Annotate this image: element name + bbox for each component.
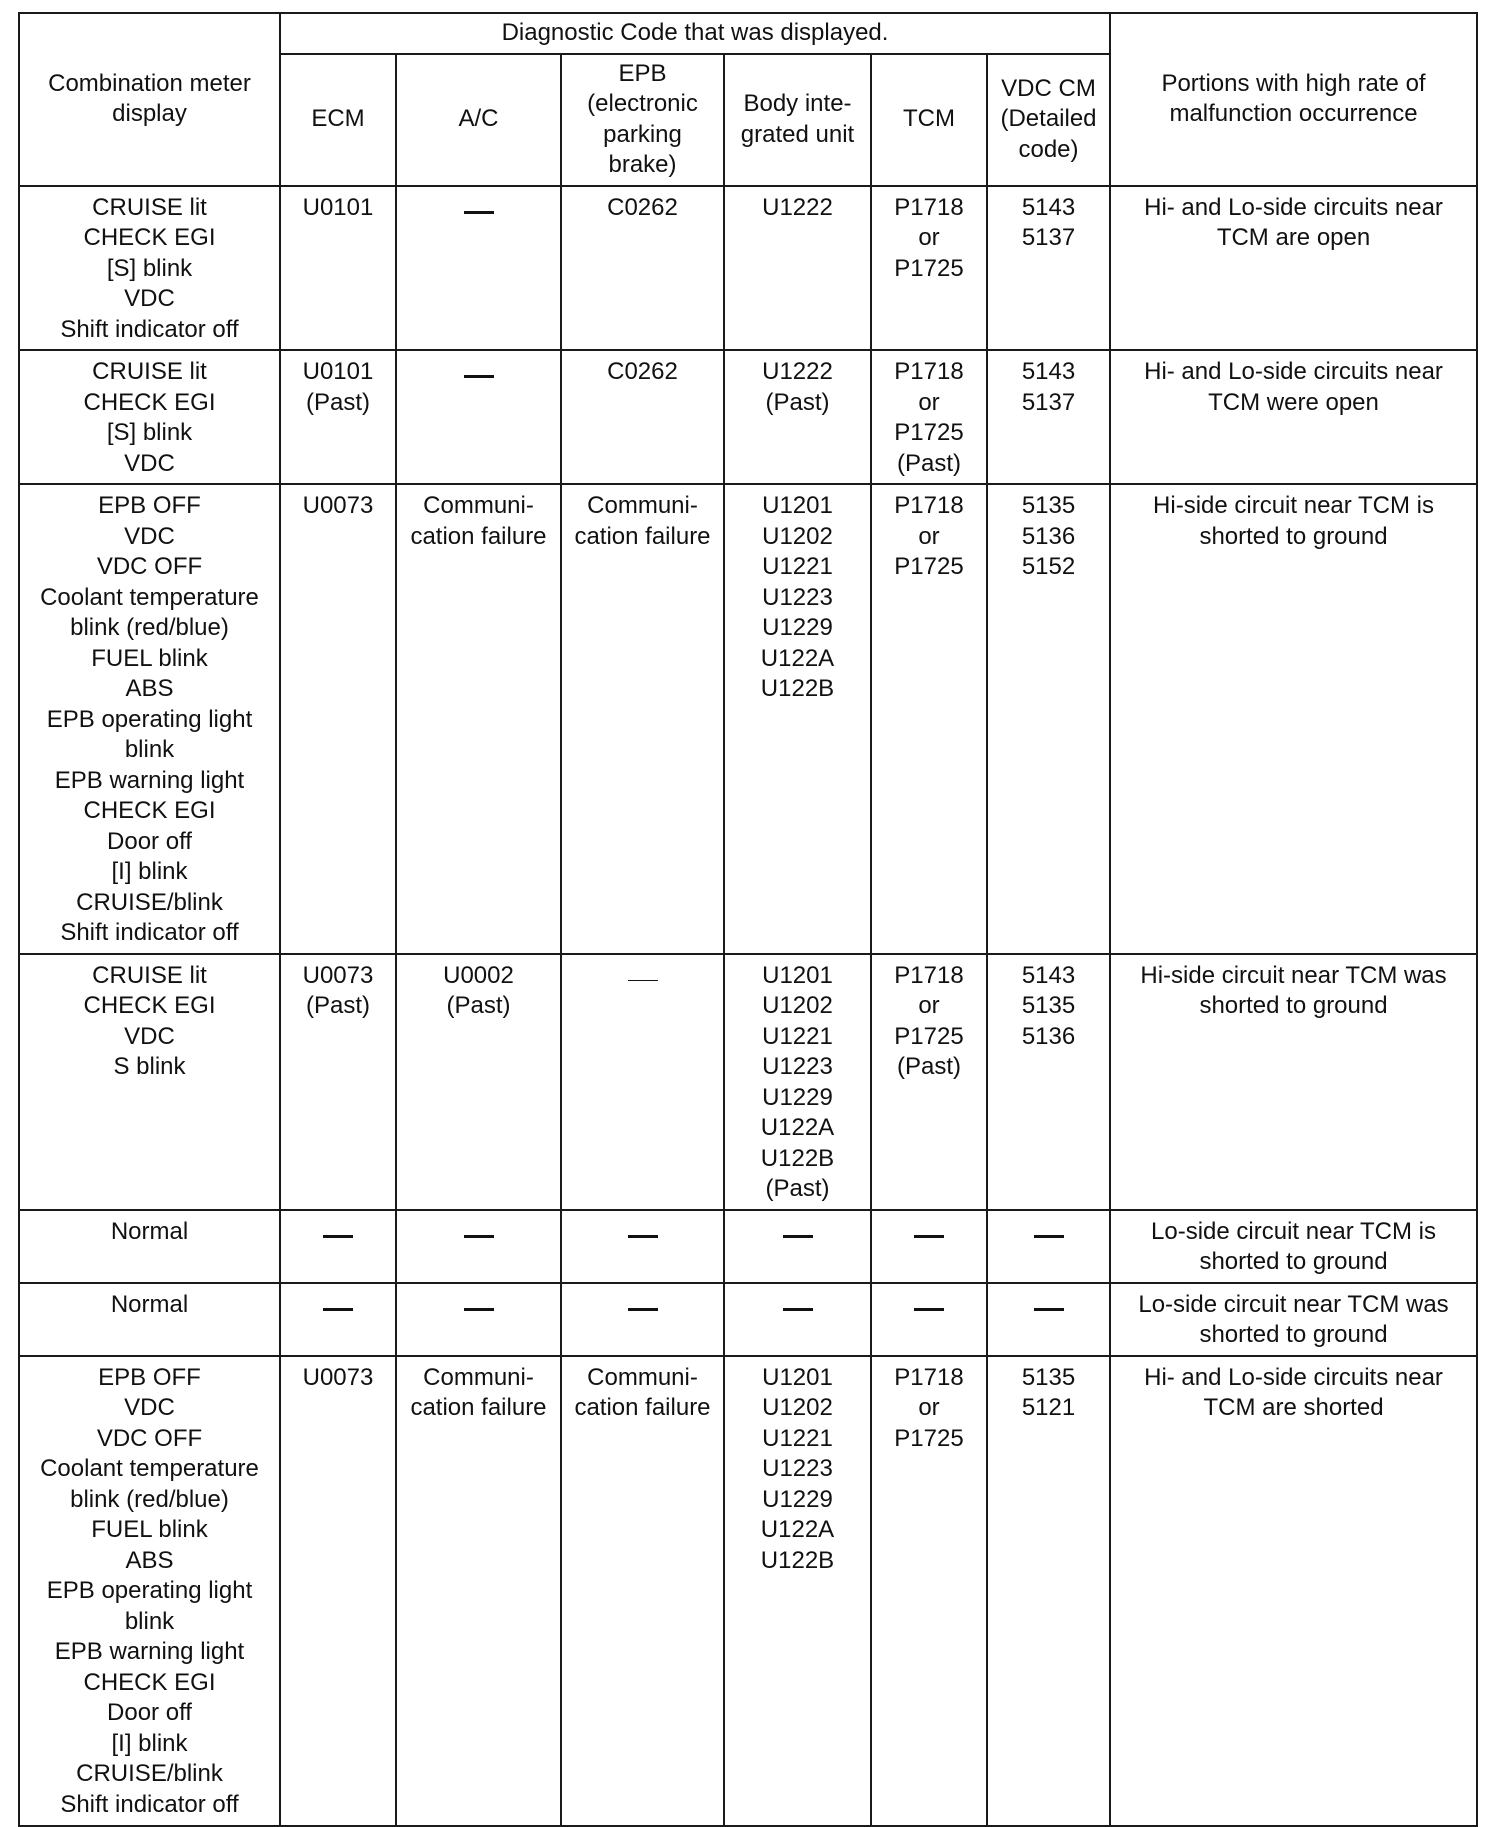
table-row	[19, 1210, 1477, 1283]
cell-ecm: U0101	[280, 186, 396, 351]
cell-portion: Hi- and Lo-side circuits near TCM are shorted	[1110, 1356, 1477, 1826]
cell-epb: Communi- cation failure	[561, 484, 724, 954]
cell-epb	[561, 954, 724, 1210]
cell-ecm: U0073	[280, 1356, 396, 1826]
header-diagnostic-code-group: Diagnostic Code that was displayed.	[280, 13, 1110, 54]
cell-ac	[396, 1210, 561, 1283]
cell-body	[724, 1283, 871, 1356]
cell-epb	[561, 1210, 724, 1283]
dash-mark	[323, 1308, 353, 1311]
cell-portion: Lo-side circuit near TCM is shorted to ground	[1110, 1210, 1477, 1283]
dash-mark	[464, 375, 494, 378]
header-tcm: TCM	[871, 54, 987, 186]
cell-vdc: 5135 5121	[987, 1356, 1110, 1826]
cell-display: CRUISE lit CHECK EGI [S] blink VDC Shift indicator off	[19, 186, 280, 351]
cell-body: U1201 U1202 U1221 U1223 U1229 U122A U122B	[724, 484, 871, 954]
cell-body: U1201 U1202 U1221 U1223 U1229 U122A U122B	[724, 1356, 871, 1826]
cell-ecm	[280, 1210, 396, 1283]
header-epb: EPB (electronic parking brake)	[561, 54, 724, 186]
cell-ac: Communi- cation failure	[396, 1356, 561, 1826]
cell-ac: U0002 (Past)	[396, 954, 561, 1210]
table-row	[19, 350, 1477, 484]
header-ac: A/C	[396, 54, 561, 186]
dash-mark	[783, 1235, 813, 1238]
cell-vdc	[987, 1283, 1110, 1356]
cell-epb: Communi- cation failure	[561, 1356, 724, 1826]
dash-mark	[1034, 1308, 1064, 1311]
cell-display: EPB OFF VDC VDC OFF Coolant temperature blink (red/blue) FUEL blink ABS EPB operating light blink EPB warning light CHECK EGI Door off [I] blink CRUISE/blink Shift indicator off	[19, 1356, 280, 1826]
dash-mark	[914, 1308, 944, 1311]
cell-display: CRUISE lit CHECK EGI VDC S blink	[19, 954, 280, 1210]
table-row	[19, 1283, 1477, 1356]
cell-display: CRUISE lit CHECK EGI [S] blink VDC	[19, 350, 280, 484]
dash-mark	[783, 1308, 813, 1311]
table-row	[19, 484, 1477, 954]
cell-display: EPB OFF VDC VDC OFF Coolant temperature blink (red/blue) FUEL blink ABS EPB operating light blink EPB warning light CHECK EGI Door off [I] blink CRUISE/blink Shift indicator off	[19, 484, 280, 954]
cell-ecm: U0073 (Past)	[280, 954, 396, 1210]
dash-mark	[1034, 1235, 1064, 1238]
cell-tcm: P1718 or P1725 (Past)	[871, 350, 987, 484]
cell-ecm: U0073	[280, 484, 396, 954]
cell-body	[724, 1210, 871, 1283]
cell-portion: Hi- and Lo-side circuits near TCM are open	[1110, 186, 1477, 351]
cell-vdc: 5143 5135 5136	[987, 954, 1110, 1210]
table-row	[19, 1356, 1477, 1826]
cell-tcm: P1718 or P1725	[871, 484, 987, 954]
cell-vdc: 5135 5136 5152	[987, 484, 1110, 954]
cell-ac: Communi- cation failure	[396, 484, 561, 954]
cell-ac	[396, 1283, 561, 1356]
cell-display: Normal	[19, 1210, 280, 1283]
dash-mark	[323, 1235, 353, 1238]
cell-ac	[396, 186, 561, 351]
cell-tcm: P1718 or P1725	[871, 1356, 987, 1826]
cell-portion: Hi- and Lo-side circuits near TCM were open	[1110, 350, 1477, 484]
cell-display: Normal	[19, 1283, 280, 1356]
dash-mark	[464, 211, 494, 214]
cell-tcm	[871, 1210, 987, 1283]
cell-ecm: U0101 (Past)	[280, 350, 396, 484]
diagnostic-table-container	[18, 12, 1476, 1827]
cell-portion: Hi-side circuit near TCM was shorted to ground	[1110, 954, 1477, 1210]
cell-vdc	[987, 1210, 1110, 1283]
cell-epb	[561, 1283, 724, 1356]
header-vdc-cm: VDC CM (Detailed code)	[987, 54, 1110, 186]
dash-mark	[464, 1235, 494, 1238]
cell-vdc: 5143 5137	[987, 186, 1110, 351]
dash-mark	[914, 1235, 944, 1238]
table-row	[19, 954, 1477, 1210]
dash-mark	[628, 1308, 658, 1311]
cell-body: U1222 (Past)	[724, 350, 871, 484]
cell-portion: Lo-side circuit near TCM was shorted to ground	[1110, 1283, 1477, 1356]
diagnostic-code-table	[18, 12, 1478, 1827]
cell-ac	[396, 350, 561, 484]
cell-tcm: P1718 or P1725	[871, 186, 987, 351]
dash-mark	[464, 1308, 494, 1311]
header-ecm: ECM	[280, 54, 396, 186]
cell-body: U1201 U1202 U1221 U1223 U1229 U122A U122B (Past)	[724, 954, 871, 1210]
cell-portion: Hi-side circuit near TCM is shorted to ground	[1110, 484, 1477, 954]
table-row	[19, 186, 1477, 351]
header-combination-meter-display: Combination meter display	[19, 13, 280, 186]
cell-tcm: P1718 or P1725 (Past)	[871, 954, 987, 1210]
cell-epb: C0262	[561, 350, 724, 484]
dash-mark	[628, 980, 658, 981]
header-portions-malfunction: Portions with high rate of malfunction occurrence	[1110, 13, 1477, 186]
header-body-integrated-unit: Body inte- grated unit	[724, 54, 871, 186]
dash-mark	[628, 1235, 658, 1238]
cell-vdc: 5143 5137	[987, 350, 1110, 484]
cell-body: U1222	[724, 186, 871, 351]
cell-ecm	[280, 1283, 396, 1356]
cell-epb: C0262	[561, 186, 724, 351]
cell-tcm	[871, 1283, 987, 1356]
